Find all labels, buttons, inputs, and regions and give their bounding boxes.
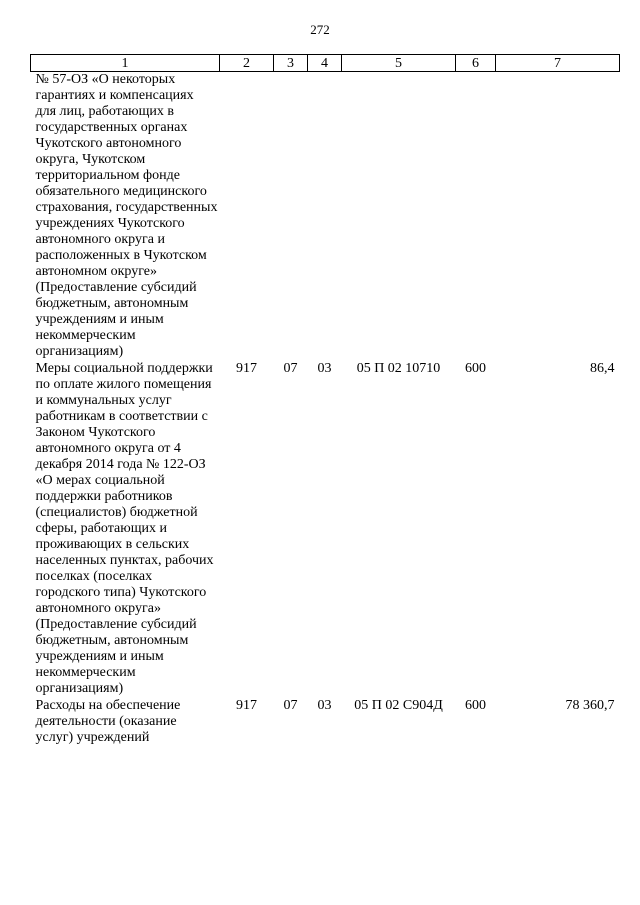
- row-expense-type: 600: [465, 698, 486, 713]
- table-row: [31, 361, 620, 698]
- header-col-5: 5: [342, 55, 456, 72]
- row-description: № 57-ОЗ «О некоторых гарантиях и компенсациях для лиц, работающих в государственных органах Чукотского автономного округа, Чукотском территориальном фонде обязательного медицинского страхования, государственных учреждениях Чукотского автономного округа и расположенных в Чукотском автономном округе» (Предоставление субсидий бюджетным, автономным учреждениям и иным некоммерческим организациям): [35, 72, 218, 359]
- row-amount: [496, 72, 620, 362]
- header-col-2: 2: [220, 55, 274, 72]
- row-subsection: 03: [317, 361, 332, 376]
- row-section: [274, 72, 308, 362]
- header-row: [31, 55, 620, 72]
- row-target-article: 05 П 02 10710: [356, 361, 441, 376]
- row-description: Меры социальной поддержки по оплате жилого помещения и коммунальных услуг работникам в соответствии с Законом Чукотского автономного округа от 4 декабря 2014 года № 122-ОЗ «О мерах социальной поддержки работников (специалистов) бюджетной сферы, работающих и проживающих в сельских населенных пунктах, рабочих поселках (поселках городского типа) Чукотского автономного округа» (Предоставление субсидий бюджетным, автономным учреждениям и иным некоммерческим организациям): [35, 361, 214, 696]
- page-number: 272: [310, 22, 330, 37]
- row-target-article: [342, 72, 456, 362]
- row-amount: 86,4: [590, 361, 615, 376]
- row-subsection: 03: [317, 698, 332, 713]
- row-section: 07: [283, 698, 298, 713]
- row-subsection: [308, 72, 342, 362]
- header-col-7: 7: [496, 55, 620, 72]
- table-header: [31, 55, 620, 72]
- table-row: [31, 698, 620, 747]
- table-row: [31, 72, 620, 362]
- budget-table: [30, 54, 620, 747]
- row-expense-type: 600: [465, 361, 486, 376]
- row-ministry-code: 917: [236, 698, 257, 713]
- table-body: [31, 72, 620, 748]
- row-expense-type: [456, 72, 496, 362]
- row-target-article: 05 П 02 С904Д: [354, 698, 443, 713]
- header-col-6: 6: [456, 55, 496, 72]
- row-ministry-code: 917: [236, 361, 257, 376]
- header-col-4: 4: [308, 55, 342, 72]
- header-col-1: 1: [31, 55, 220, 72]
- row-amount: 78 360,7: [565, 698, 615, 713]
- row-section: 07: [283, 361, 298, 376]
- header-col-3: 3: [274, 55, 308, 72]
- row-ministry-code: [220, 72, 274, 362]
- row-description: Расходы на обеспечение деятельности (оказание услуг) учреждений: [35, 698, 181, 745]
